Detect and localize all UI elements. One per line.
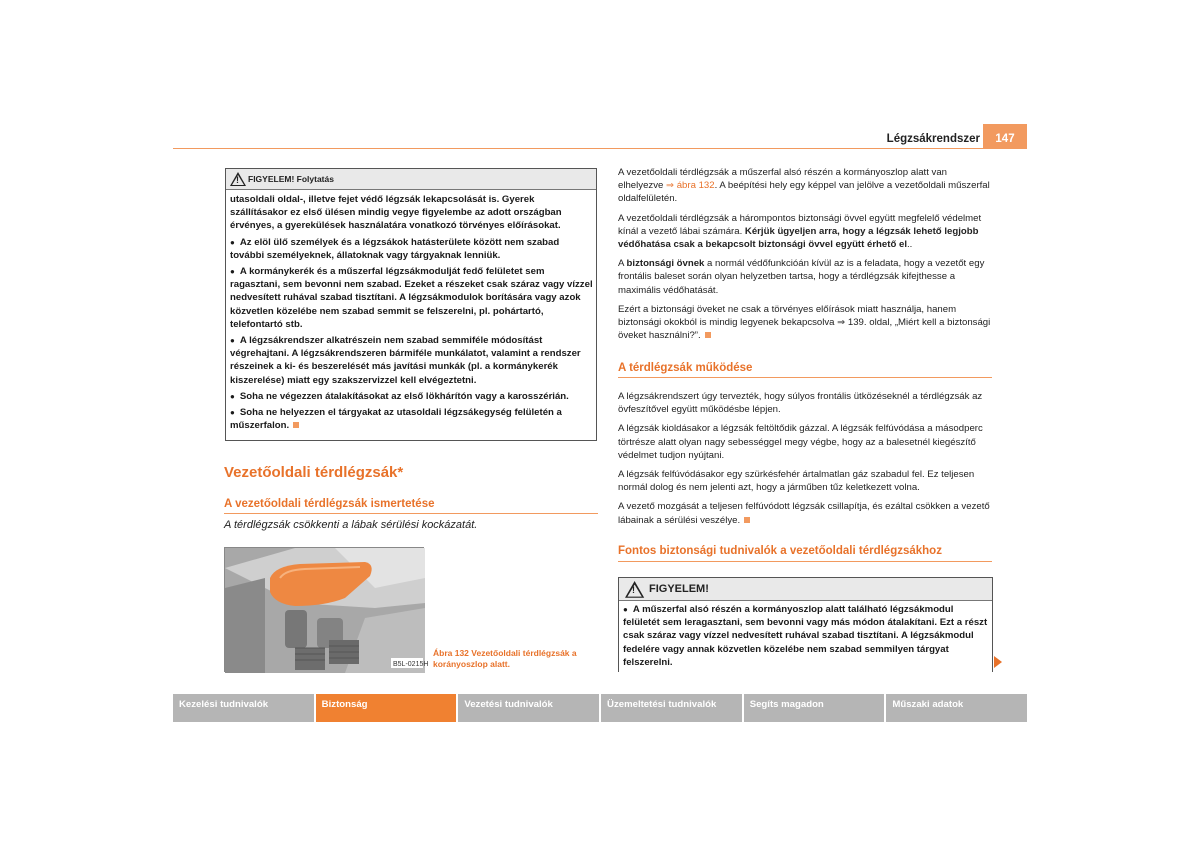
warning-bullet: ● Soha ne végezzen átalakításokat az első lökhárítón vagy a karosszérián. bbox=[230, 390, 594, 403]
paragraph: Ezért a biztonsági öveket ne csak a törvényes előírások miatt használja, hanem biztonsági okokból is mindig legyenek bekapcsolva ⇒ 139. oldal, „Miért kell a biztonsági öveket használni?”. bbox=[618, 303, 991, 342]
warning-box-title: FIGYELEM! bbox=[649, 583, 709, 595]
paragraph: A légzsák felfúvódásakor egy szürkésfehér ártalmatlan gáz szabadul fel. Ez teljesen normál dolog és nem jelenti azt, hogy a járműben tűz keletkezett volna. bbox=[618, 469, 975, 494]
section-end-marker bbox=[293, 422, 299, 428]
heading-rule bbox=[618, 377, 992, 378]
paragraph: A légzsákrendszert úgy tervezték, hogy súlyos frontális ütközéseknél a térdlégzsák az övfeszítővel együtt működésbe lépjen. bbox=[618, 391, 983, 416]
chapter-nav bbox=[173, 694, 1027, 722]
warning-box-continued bbox=[225, 168, 597, 441]
intro-text: A térdlégzsák csökkenti a lábak sérülési kockázatát. bbox=[224, 519, 478, 531]
nav-tab-vezetesi[interactable]: Vezetési tudnivalók bbox=[458, 694, 599, 722]
heading-rule bbox=[224, 513, 598, 514]
warning-bullet: ● A kormánykerék és a műszerfal légzsákmodulját fedő felületet sem ragasztani, sem bevonni nem szabad. Ezeket a részeket csak száraz vagy vízzel nedvesített ruhával szabad tisztítani. A légzsákmodulok borítására vagy azok közvetlen közelébe nem szabad semmit se felszerelni, pl. pohártartó, telefontartó stb. bbox=[230, 265, 594, 331]
main-heading: Vezetőoldali térdlégzsák* bbox=[224, 464, 404, 481]
warning-box bbox=[618, 577, 993, 672]
knee-airbag-illustration bbox=[225, 548, 429, 673]
section-heading-function: A térdlégzsák működése bbox=[618, 362, 753, 374]
figure-reference-link[interactable]: ⇒ ábra 132 bbox=[666, 180, 715, 192]
right-column-text bbox=[618, 166, 992, 348]
nav-tab-biztonsag[interactable]: Biztonság bbox=[316, 694, 457, 722]
warning-lead: utasoldali oldal-, illetve fejet védő légzsák lekapcsolását is. Gyerek szállításakor ez első ülésen mindig vegye figyelembe az adott országban érvényes, a gyerekülések használatára vonatkozó törvényes előírásokat. bbox=[230, 194, 562, 232]
function-text bbox=[618, 390, 992, 533]
header-rule bbox=[173, 148, 1027, 149]
page-number: 147 bbox=[983, 124, 1027, 148]
nav-tab-muszaki[interactable]: Műszaki adatok bbox=[886, 694, 1027, 722]
paragraph: A vezetőoldali térdlégzsák a hárompontos biztonsági övvel együtt megfelelő védelmet kínál a vezető lábai számára. Kérjük ügyeljen arra, hogy a légzsák lehető legjobb védőhatása csak a bekapcsolt biztonsági övvel együtt érhető el.. bbox=[618, 212, 982, 251]
paragraph: A vezetőoldali térdlégzsák a műszerfal alsó részén a kormányoszlop alatt van elhelyezve ⇒ ábra 132. A beépítési hely egy képpel van jelölve a vezetőoldali műszerfal oldalfelületén. bbox=[618, 167, 990, 205]
continue-arrow-icon bbox=[994, 656, 1002, 668]
paragraph: A biztonsági övnek a normál védőfunkcióán kívül az is a feladata, hogy a vezetőt egy frontális baleset során olyan helyzetben tartsa, hogy a térdlégzsák kifejthesse a maximális védőhatását. bbox=[618, 258, 985, 296]
figure-caption: Ábra 132 Vezetőoldali térdlégzsák a korányoszlop alatt. bbox=[433, 648, 577, 669]
warning-bullet: ● A légzsákrendszer alkatrészein nem szabad semmiféle módosítást végrehajtani. A légzsákrendszeren bármiféle munkálatot, valamint a rendszer részeinek a ki- és beszerelését más javítási munkák (pl. a kormánykerék kiszerelése) miatt egy szakszervizzel kell elvégeztetni. bbox=[230, 334, 594, 387]
figure-code: B5L-0215H bbox=[393, 661, 429, 668]
nav-tab-kezelesi[interactable]: Kezelési tudnivalók bbox=[173, 694, 314, 722]
warning-box-body bbox=[230, 193, 594, 435]
warning-bullet: ● Soha ne helyezzen el tárgyakat az utasoldali légzsákegység felületén a műszerfalon. bbox=[230, 406, 594, 432]
warning-box-header: ! FIGYELEM! bbox=[619, 578, 992, 601]
nav-tab-segits[interactable]: Segíts magadon bbox=[744, 694, 885, 722]
nav-tab-uzemeltetesi[interactable]: Üzemeltetési tudnivalók bbox=[601, 694, 742, 722]
warning-bullet: ● A műszerfal alsó részén a kormányoszlop alatt található légzsákmodul felületét sem leragasztani, sem bevonni vagy más módon átalakítani. Ezt a részt csak száraz vagy vízzel nedvesített ruhával szabad tisztítani. A légzsákmodul fedelére vagy annak közvetlen közelébe nem szabad semmilyen tárgyat felszerelni. bbox=[623, 603, 989, 669]
warning-box-header: ! FIGYELEM! Folytatás bbox=[226, 169, 596, 190]
section-end-marker bbox=[705, 332, 711, 338]
section-title: Légzsákrendszer bbox=[886, 133, 980, 145]
warning-box-title: FIGYELEM! Folytatás bbox=[248, 174, 334, 184]
knee-airbag-figure bbox=[224, 547, 429, 672]
section-end-marker bbox=[744, 517, 750, 523]
warning-bullet: ● Az elöl ülő személyek és a légzsákok hatásterülete között nem szabad további személyeknek, állatoknak vagy tárgyaknak lenniük. bbox=[230, 236, 594, 262]
section-heading-safety: Fontos biztonsági tudnivalók a vezetőoldali térdlégzsákhoz bbox=[618, 545, 942, 557]
paragraph: A légzsák kioldásakor a légzsák feltöltődik gázzal. A légzsák felfúvódása a másodperc törtrésze alatt olyan nagy sebességgel megy végbe, hogy az a balesetnél kiegészítő védelmet tudjon nyújtani. bbox=[618, 423, 983, 461]
paragraph: A vezető mozgását a teljesen felfúvódott légzsák csillapítja, és ezáltal csökken a vezető lábainak a sérülési veszélye. bbox=[618, 501, 990, 526]
heading-rule bbox=[618, 561, 992, 562]
sub-heading: A vezetőoldali térdlégzsák ismertetése bbox=[224, 498, 435, 510]
